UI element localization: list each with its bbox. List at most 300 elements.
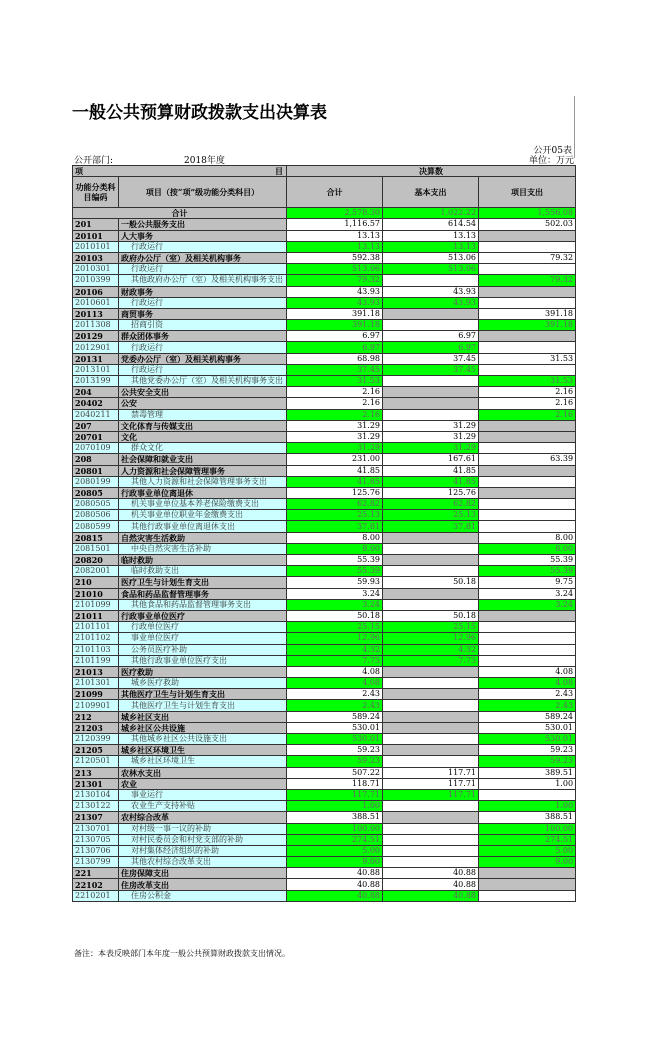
row-total: 50.18 [287, 610, 383, 621]
table-row [73, 566, 576, 577]
row-code: 2101101 [73, 622, 119, 633]
row-project: 59.23 [479, 745, 576, 756]
row-name: 城乡医疗救助 [119, 678, 287, 689]
row-code: 2130122 [73, 801, 119, 812]
table-row [73, 297, 576, 308]
table-row [73, 678, 576, 689]
row-basic [383, 722, 479, 733]
table-row [73, 745, 576, 756]
row-basic [383, 532, 479, 543]
row-project: 2.16 [479, 398, 576, 409]
row-basic: 41.85 [383, 465, 479, 476]
row-code: 2109901 [73, 700, 119, 711]
row-code: 2070109 [73, 443, 119, 454]
row-code: 22102 [73, 879, 119, 890]
row-project: 389.51 [479, 767, 576, 778]
row-total: 55.39 [287, 566, 383, 577]
row-project: 1.00 [479, 801, 576, 812]
row-code: 20103 [73, 252, 119, 263]
row-project: 2.43 [479, 689, 576, 700]
row-name: 公共安全支出 [119, 387, 287, 398]
expenditure-table [72, 165, 576, 902]
row-basic [383, 834, 479, 845]
row-name: 其他城乡社区公共设施支出 [119, 734, 287, 745]
table-row [73, 801, 576, 812]
row-basic: 37.81 [383, 521, 479, 532]
row-code: 2130701 [73, 823, 119, 834]
row-name: 行政运行 [119, 297, 287, 308]
table-row [73, 409, 576, 420]
row-project [479, 286, 576, 297]
row-name: 群众团体事务 [119, 331, 287, 342]
row-project [479, 868, 576, 879]
row-name: 城乡社区环境卫生 [119, 756, 287, 767]
row-name: 对村级一事一议的补助 [119, 823, 287, 834]
row-name: 住房改革支出 [119, 879, 287, 890]
row-project: 388.51 [479, 812, 576, 823]
row-name: 机关事业单位基本养老保险缴费支出 [119, 499, 287, 510]
row-total: 43.93 [287, 297, 383, 308]
table-row [73, 499, 576, 510]
row-name: 行政单位医疗 [119, 622, 287, 633]
row-project [479, 431, 576, 442]
row-basic [383, 376, 479, 387]
row-name: 医疗救助 [119, 666, 287, 677]
row-name: 行政运行 [119, 364, 287, 375]
row-basic: 12.96 [383, 633, 479, 644]
row-basic: 4.32 [383, 644, 479, 655]
row-name: 行政运行 [119, 264, 287, 275]
row-project: 79.32 [479, 275, 576, 286]
row-project: 9.00 [479, 857, 576, 868]
row-name: 其他政府办公厅（室）及相关机构事务支出 [119, 275, 287, 286]
row-total: 25.15 [287, 622, 383, 633]
row-project: 3.24 [479, 599, 576, 610]
table-row [73, 610, 576, 621]
row-total: 1,116.57 [287, 219, 383, 230]
row-code: 2013101 [73, 364, 119, 375]
row-name: 事业运行 [119, 789, 287, 800]
row-name: 对村集体经济组织的补助 [119, 845, 287, 856]
row-project: 391.18 [479, 308, 576, 319]
row-basic: 40.88 [383, 879, 479, 890]
row-code: 2101103 [73, 644, 119, 655]
row-project: 274.51 [479, 834, 576, 845]
header-row-2 [73, 177, 576, 208]
row-basic: 117.71 [383, 778, 479, 789]
footnote: 备注：本表反映部门本年度一般公共预算财政拨款支出情况。 [74, 949, 290, 958]
row-code: 2012901 [73, 342, 119, 353]
row-code: 20820 [73, 555, 119, 566]
row-basic [383, 734, 479, 745]
row-name: 农业 [119, 778, 287, 789]
row-name: 党委办公厅（室）及相关机构事务 [119, 353, 287, 364]
row-total: 118.71 [287, 778, 383, 789]
row-code: 208 [73, 454, 119, 465]
table-row [73, 633, 576, 644]
row-project [479, 633, 576, 644]
table-row [73, 420, 576, 431]
row-name: 群众文化 [119, 443, 287, 454]
table-row [73, 845, 576, 856]
row-code: 2130799 [73, 857, 119, 868]
row-project: 4.08 [479, 678, 576, 689]
row-name: 自然灾害生活救助 [119, 532, 287, 543]
dept-info-row [74, 153, 574, 165]
row-total: 231.00 [287, 454, 383, 465]
row-code: 2080199 [73, 476, 119, 487]
row-basic: 6.97 [383, 342, 479, 353]
row-code: 20101 [73, 230, 119, 241]
row-total: 37.45 [287, 364, 383, 375]
row-code: 20113 [73, 308, 119, 319]
row-total: 100.00 [287, 823, 383, 834]
row-code: 201 [73, 219, 119, 230]
row-total: 8.00 [287, 543, 383, 554]
row-total: 40.88 [287, 879, 383, 890]
row-code: 213 [73, 767, 119, 778]
row-code: 21205 [73, 745, 119, 756]
row-total: 62.82 [287, 499, 383, 510]
row-name: 其他行政事业单位医疗支出 [119, 655, 287, 666]
row-total: 59.23 [287, 745, 383, 756]
header-basic: 基本支出 [383, 177, 479, 208]
row-basic: 117.71 [383, 767, 479, 778]
table-row [73, 868, 576, 879]
row-code: 2101102 [73, 633, 119, 644]
table-row [73, 655, 576, 666]
table-row [73, 487, 576, 498]
row-project [479, 364, 576, 375]
table-row [73, 700, 576, 711]
row-basic [383, 678, 479, 689]
row-name: 其他食品和药品监督管理事务支出 [119, 599, 287, 610]
row-project [479, 297, 576, 308]
row-code: 2010301 [73, 264, 119, 275]
row-basic: 13.13 [383, 241, 479, 252]
row-total: 391.18 [287, 308, 383, 319]
table-row [73, 767, 576, 778]
row-code: 2080599 [73, 521, 119, 532]
table-row [73, 308, 576, 319]
header-total: 合计 [287, 177, 383, 208]
table-row [73, 890, 576, 901]
row-project [479, 443, 576, 454]
row-project: 530.01 [479, 734, 576, 745]
row-code: 2101099 [73, 599, 119, 610]
row-code: 21301 [73, 778, 119, 789]
row-total: 59.93 [287, 577, 383, 588]
row-project [479, 655, 576, 666]
row-code: 20701 [73, 431, 119, 442]
row-project [479, 521, 576, 532]
table-row [73, 286, 576, 297]
row-name: 行政运行 [119, 342, 287, 353]
row-project [479, 331, 576, 342]
row-code: 2010399 [73, 275, 119, 286]
row-total: 6.97 [287, 342, 383, 353]
row-name: 中央自然灾害生活补助 [119, 543, 287, 554]
row-project: 59.23 [479, 756, 576, 767]
row-code: 20402 [73, 398, 119, 409]
row-basic [383, 812, 479, 823]
table-row [73, 823, 576, 834]
row-project [479, 789, 576, 800]
row-code: 204 [73, 387, 119, 398]
row-total: 13.13 [287, 241, 383, 252]
row-total: 59.23 [287, 756, 383, 767]
row-project: 100.00 [479, 823, 576, 834]
row-code: 21099 [73, 689, 119, 700]
row-total: 4.32 [287, 644, 383, 655]
table-row [73, 666, 576, 677]
row-project [479, 420, 576, 431]
table-row [73, 834, 576, 845]
table-row [73, 320, 576, 331]
row-total: 2.16 [287, 387, 383, 398]
row-total: 274.51 [287, 834, 383, 845]
row-basic [383, 566, 479, 577]
row-total: 1.00 [287, 801, 383, 812]
row-total: 592.38 [287, 252, 383, 263]
row-basic: 37.45 [383, 353, 479, 364]
row-name: 其他人力资源和社会保障管理事务支出 [119, 476, 287, 487]
row-code: 2013199 [73, 376, 119, 387]
row-code: 2120501 [73, 756, 119, 767]
row-code: 2080506 [73, 510, 119, 521]
row-project [479, 499, 576, 510]
unit-label: 单位：万元 [528, 156, 574, 166]
row-name: 临时救助 [119, 555, 287, 566]
row-code: 2080505 [73, 499, 119, 510]
row-name: 城乡社区环境卫生 [119, 745, 287, 756]
row-basic: 43.93 [383, 286, 479, 297]
table-row [73, 622, 576, 633]
table-row [73, 599, 576, 610]
row-name: 人力资源和社会保障管理事务 [119, 465, 287, 476]
table-row [73, 555, 576, 566]
row-project [479, 465, 576, 476]
total-row [73, 208, 576, 219]
table-row [73, 521, 576, 532]
row-basic: 62.82 [383, 499, 479, 510]
row-basic: 40.88 [383, 868, 479, 879]
row-total: 37.81 [287, 521, 383, 532]
table-row [73, 353, 576, 364]
row-name: 医疗卫生与计划生育支出 [119, 577, 287, 588]
row-name: 临时救助支出 [119, 566, 287, 577]
row-project: 5.00 [479, 845, 576, 856]
row-code: 212 [73, 711, 119, 722]
row-name: 住房保障支出 [119, 868, 287, 879]
row-total: 589.24 [287, 711, 383, 722]
row-total: 41.85 [287, 465, 383, 476]
total-sum: 2,578.30 [287, 208, 383, 219]
table-row [73, 756, 576, 767]
row-total: 4.08 [287, 678, 383, 689]
row-project: 63.39 [479, 454, 576, 465]
row-code: 20131 [73, 353, 119, 364]
row-code: 20805 [73, 487, 119, 498]
table-row [73, 778, 576, 789]
table-row [73, 443, 576, 454]
row-name: 事业单位医疗 [119, 633, 287, 644]
table-row [73, 857, 576, 868]
row-basic: 41.85 [383, 476, 479, 487]
row-code: 221 [73, 868, 119, 879]
row-total: 2.16 [287, 409, 383, 420]
row-basic [383, 409, 479, 420]
row-basic: 31.29 [383, 443, 479, 454]
table-row [73, 543, 576, 554]
row-code: 2120399 [73, 734, 119, 745]
row-total: 68.98 [287, 353, 383, 364]
row-name: 一般公共服务支出 [119, 219, 287, 230]
row-code: 20815 [73, 532, 119, 543]
row-basic [383, 275, 479, 286]
row-basic: 167.61 [383, 454, 479, 465]
table-row [73, 510, 576, 521]
row-total: 3.24 [287, 599, 383, 610]
row-basic: 125.76 [383, 487, 479, 498]
row-code: 20106 [73, 286, 119, 297]
row-basic: 50.18 [383, 610, 479, 621]
table-row [73, 789, 576, 800]
row-project: 2.16 [479, 409, 576, 420]
row-project [479, 230, 576, 241]
row-project: 79.32 [479, 252, 576, 263]
form-number: 公开05表 [533, 146, 572, 156]
row-name: 政府办公厅（室）及相关机构事务 [119, 252, 287, 263]
row-total: 40.88 [287, 890, 383, 901]
row-total: 117.71 [287, 789, 383, 800]
row-basic: 7.75 [383, 655, 479, 666]
header-code: 功能分类科目编码 [73, 177, 119, 208]
row-name: 对村民委员会和村党支部的补助 [119, 834, 287, 845]
row-total: 2.16 [287, 398, 383, 409]
header-final-amount: 决算数 [287, 166, 576, 177]
row-project [479, 264, 576, 275]
row-name: 其他医疗卫生与计划生育支出 [119, 689, 287, 700]
row-code: 2010101 [73, 241, 119, 252]
table-row [73, 532, 576, 543]
row-basic: 31.29 [383, 420, 479, 431]
row-basic: 513.06 [383, 264, 479, 275]
row-basic [383, 845, 479, 856]
row-name: 农林水支出 [119, 767, 287, 778]
row-name: 农业生产支持补贴 [119, 801, 287, 812]
row-name: 行政事业单位离退休 [119, 487, 287, 498]
row-project: 502.03 [479, 219, 576, 230]
row-total: 31.29 [287, 443, 383, 454]
row-code: 2130104 [73, 789, 119, 800]
row-project: 391.18 [479, 320, 576, 331]
page-divider-line [574, 96, 575, 158]
row-total: 55.39 [287, 555, 383, 566]
row-name: 公安 [119, 398, 287, 409]
row-total: 31.53 [287, 376, 383, 387]
row-basic: 50.18 [383, 577, 479, 588]
row-code: 2130706 [73, 845, 119, 856]
row-basic [383, 599, 479, 610]
row-total: 41.85 [287, 476, 383, 487]
row-total: 31.29 [287, 420, 383, 431]
total-label: 合计 [73, 208, 287, 219]
row-code: 2210201 [73, 890, 119, 901]
table-row [73, 577, 576, 588]
row-basic [383, 745, 479, 756]
row-name: 文化 [119, 431, 287, 442]
row-name: 招商引资 [119, 320, 287, 331]
table-row [73, 734, 576, 745]
row-total: 13.13 [287, 230, 383, 241]
row-project: 4.08 [479, 666, 576, 677]
row-project: 8.00 [479, 543, 576, 554]
row-basic [383, 823, 479, 834]
row-name: 公务员医疗补助 [119, 644, 287, 655]
table-row [73, 722, 576, 733]
table-row [73, 364, 576, 375]
header-item-suffix: 目 [275, 166, 283, 176]
row-name: 禁毒管理 [119, 409, 287, 420]
row-code: 21011 [73, 610, 119, 621]
row-project [479, 644, 576, 655]
row-code: 21010 [73, 588, 119, 599]
row-total: 3.24 [287, 588, 383, 599]
row-project: 2.16 [479, 387, 576, 398]
table-row [73, 387, 576, 398]
row-total: 513.06 [287, 264, 383, 275]
row-name: 行政事业单位医疗 [119, 610, 287, 621]
row-basic [383, 700, 479, 711]
table-row [73, 398, 576, 409]
table-row [73, 230, 576, 241]
row-total: 530.01 [287, 722, 383, 733]
row-basic [383, 711, 479, 722]
row-name: 其他医疗卫生与计划生育支出 [119, 700, 287, 711]
row-project [479, 622, 576, 633]
row-total: 31.29 [287, 431, 383, 442]
row-total: 6.97 [287, 331, 383, 342]
row-basic: 31.29 [383, 431, 479, 442]
row-name: 其他农村综合改革支出 [119, 857, 287, 868]
row-basic [383, 801, 479, 812]
row-project: 9.75 [479, 577, 576, 588]
row-basic: 43.93 [383, 297, 479, 308]
row-basic [383, 543, 479, 554]
row-code: 21307 [73, 812, 119, 823]
row-basic [383, 666, 479, 677]
table-row [73, 689, 576, 700]
row-name: 食品和药品监督管理事务 [119, 588, 287, 599]
row-project: 530.01 [479, 722, 576, 733]
row-basic: 40.88 [383, 890, 479, 901]
table-row [73, 376, 576, 387]
table-row [73, 476, 576, 487]
row-name: 文化体育与传媒支出 [119, 420, 287, 431]
row-project [479, 487, 576, 498]
row-project [479, 510, 576, 521]
row-basic: 37.45 [383, 364, 479, 375]
row-basic [383, 588, 479, 599]
row-basic [383, 555, 479, 566]
header-item-label: 项 [75, 166, 83, 177]
row-project: 55.39 [479, 555, 576, 566]
row-total: 530.01 [287, 734, 383, 745]
row-name: 农村综合改革 [119, 812, 287, 823]
table-row [73, 219, 576, 230]
row-project: 589.24 [479, 711, 576, 722]
